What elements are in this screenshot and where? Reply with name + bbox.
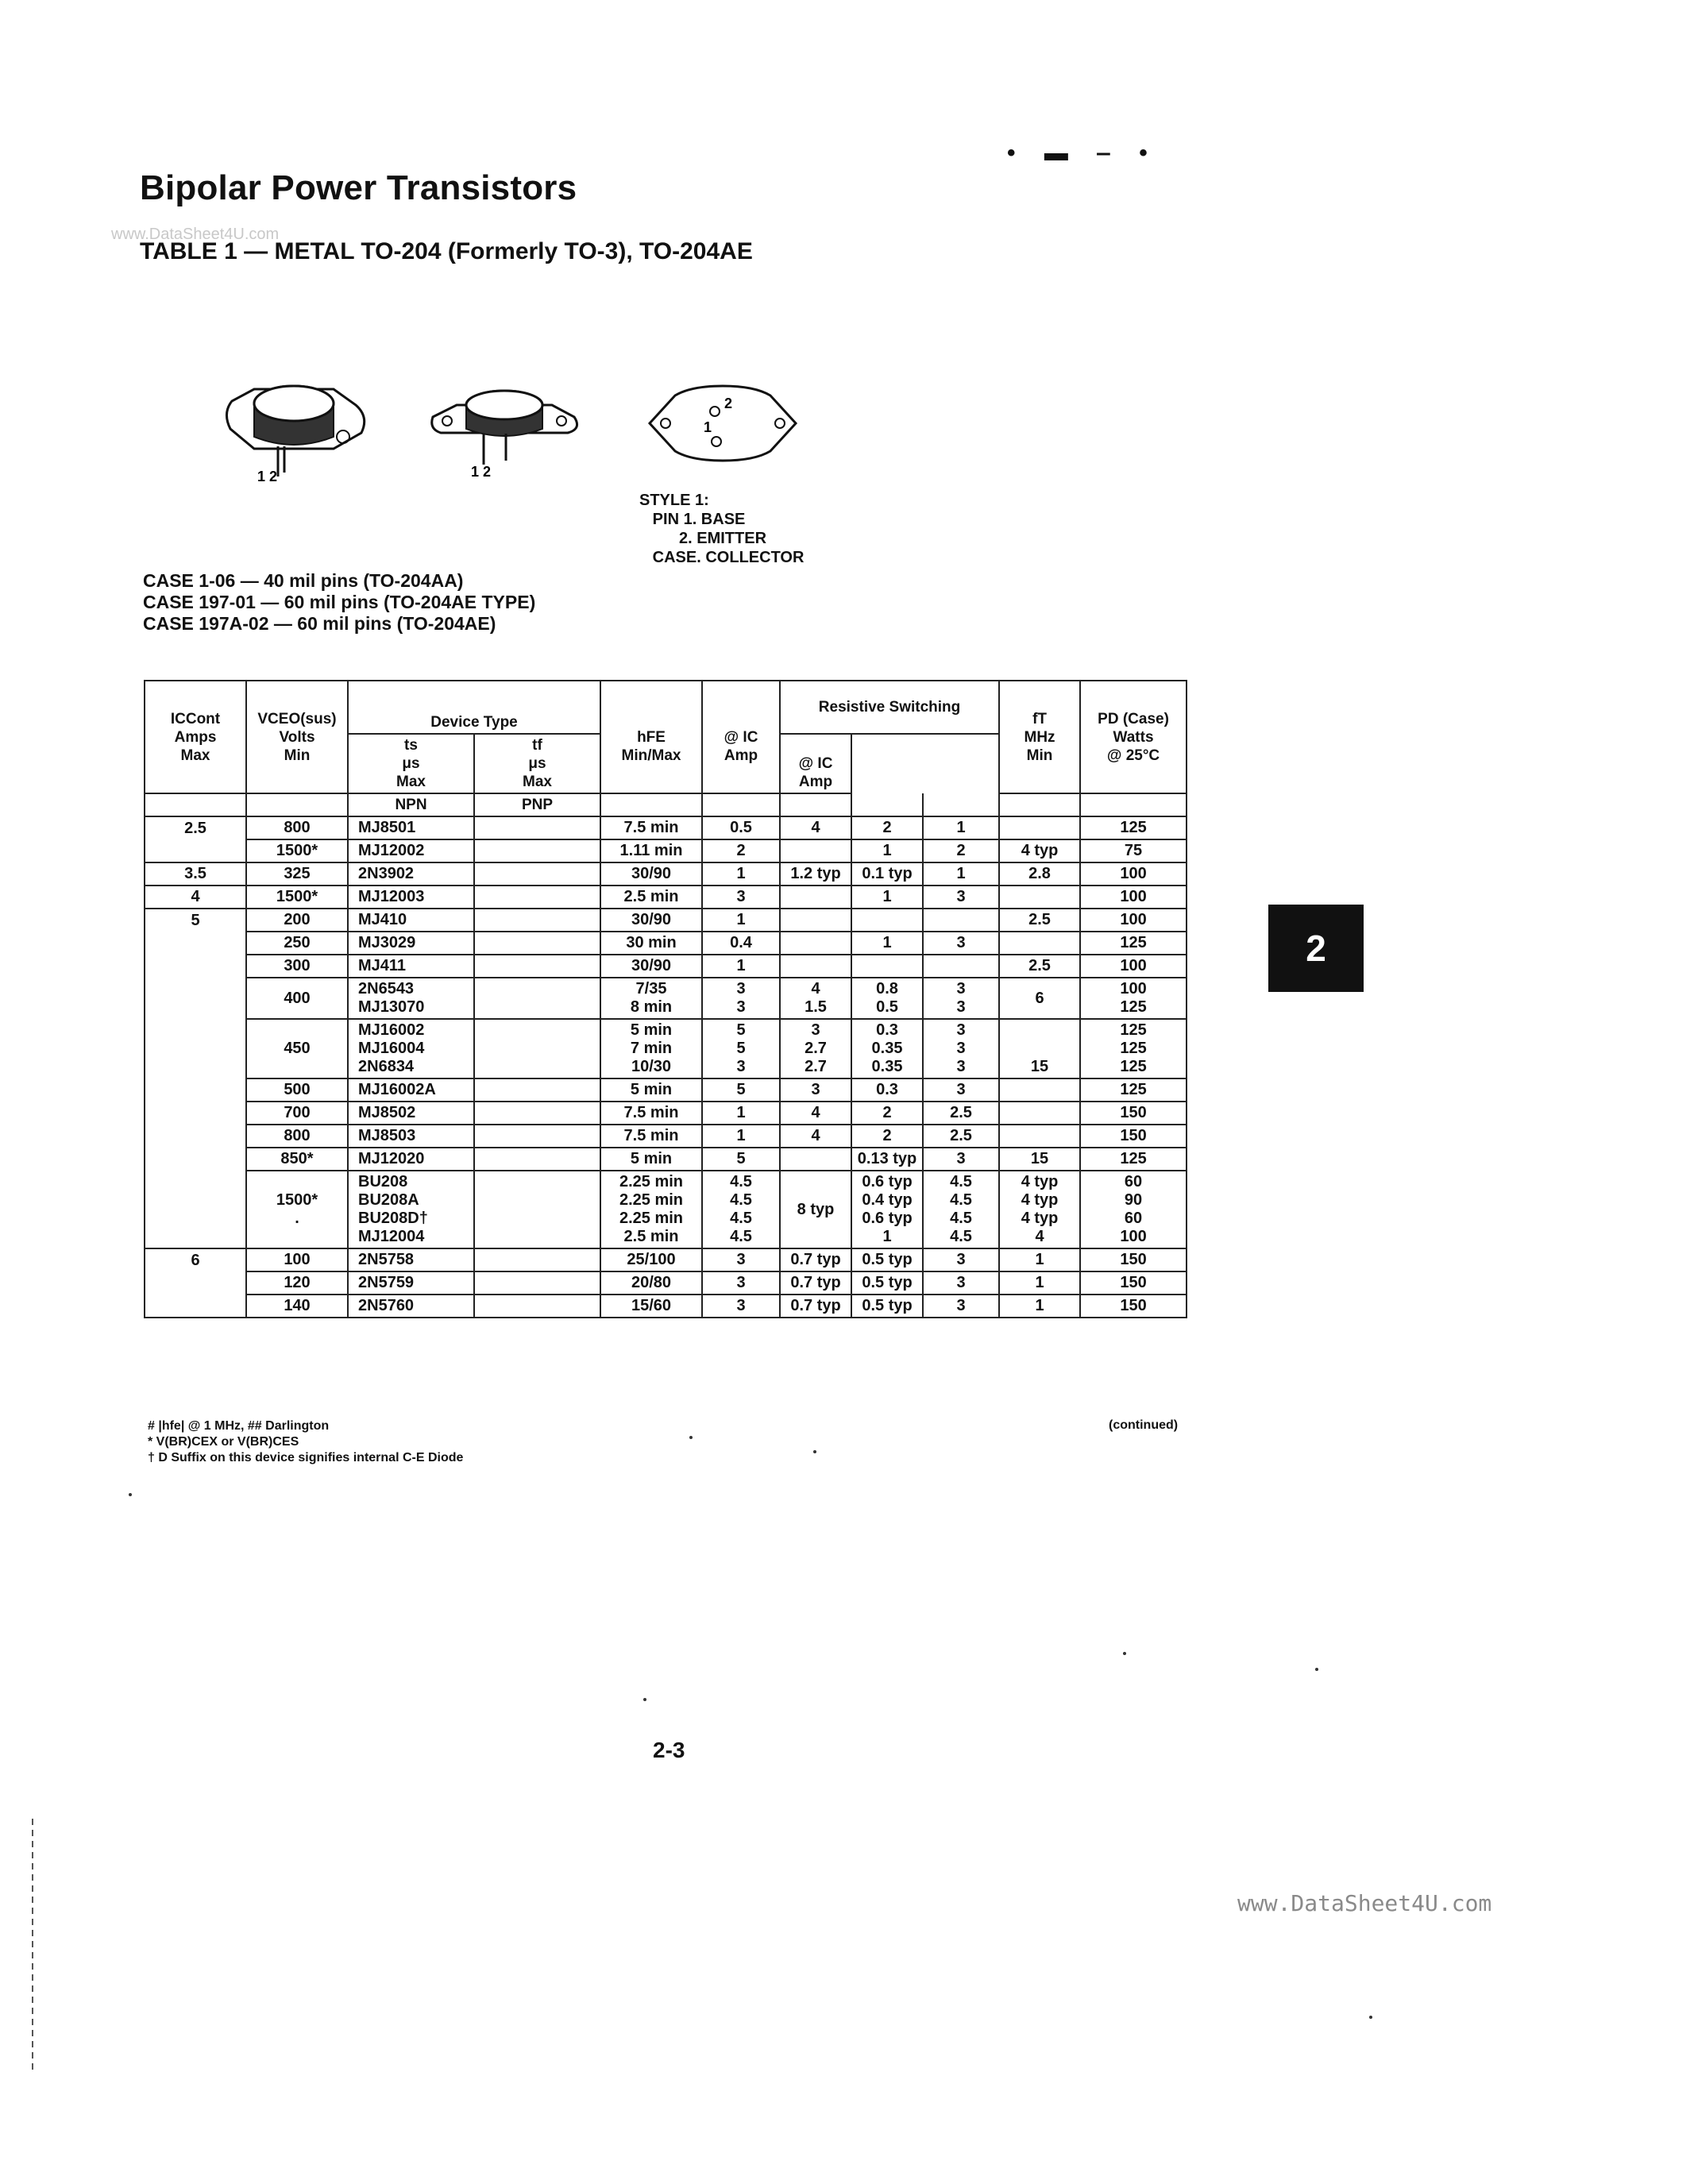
col-ts: ts μs Max [348, 734, 474, 793]
table-row [145, 955, 1187, 978]
style-line: PIN 1. BASE [639, 511, 746, 528]
cell-npn: MJ411 [348, 955, 474, 978]
cell-ts: 0.7 typ [780, 1271, 851, 1295]
page-number: 2-3 [653, 1738, 685, 1762]
cell-ic: 4 [145, 886, 246, 909]
table-row [145, 1271, 1187, 1295]
cell-ft: 4 typ 4 typ 4 typ 4 [999, 1171, 1080, 1248]
transistor-spec-table [144, 680, 1187, 1318]
pin-style-legend [639, 491, 804, 567]
cell-ts: 0.7 typ [780, 1248, 851, 1271]
cell-tf [851, 909, 923, 932]
cell-npn: MJ8501 [348, 816, 474, 839]
cell-pd: 125 [1080, 816, 1187, 839]
cell-npn: 2N6543 MJ13070 [348, 978, 474, 1019]
cell-ft [999, 1125, 1080, 1148]
cell-pd: 100 125 [1080, 978, 1187, 1019]
cell-ic2: 3 [923, 1148, 999, 1171]
cell-v: 800 [246, 816, 348, 839]
cell-hfe: 7.5 min [600, 1125, 702, 1148]
cell-pd: 150 [1080, 1248, 1187, 1271]
cell-ft [999, 816, 1080, 839]
cell-ic1: 0.4 [702, 932, 780, 955]
cell-ic2: 3 [923, 886, 999, 909]
cell-ic [145, 932, 246, 955]
cell-ic [145, 955, 246, 978]
outline-pin1-label: 1 [704, 419, 712, 435]
cell-npn: MJ8503 [348, 1125, 474, 1148]
cell-ic [145, 1271, 246, 1295]
table-body [145, 816, 1187, 1318]
cell-ic [145, 1125, 246, 1148]
cell-ic2: 1 [923, 816, 999, 839]
cell-ic1: 2 [702, 839, 780, 862]
cell-pd: 150 [1080, 1125, 1187, 1148]
cell-ic: 6 [145, 1248, 246, 1271]
cell-hfe: 25/100 [600, 1248, 702, 1271]
col-vceo: VCEO(sus) Volts Min [246, 681, 348, 793]
cell-ic1: 3 [702, 886, 780, 909]
style-line: STYLE 1: [639, 492, 709, 509]
cell-tf: 2 [851, 816, 923, 839]
cell-ic1: 0.5 [702, 816, 780, 839]
table-row [145, 1078, 1187, 1102]
scan-speck [129, 1493, 132, 1496]
cell-ic1: 1 [702, 1102, 780, 1125]
scan-speck [689, 1436, 693, 1439]
table-row [145, 909, 1187, 932]
cell-v: 1500* . [246, 1171, 348, 1248]
cell-pnp [474, 1125, 600, 1148]
cell-pnp [474, 1271, 600, 1295]
cell-npn: 2N5760 [348, 1295, 474, 1318]
cell-ft: 2.8 [999, 862, 1080, 886]
scan-speck [813, 1450, 816, 1453]
footnote: # |hfe| @ 1 MHz, ## Darlington [148, 1419, 330, 1433]
table-row [145, 886, 1187, 909]
cell-tf: 0.1 typ [851, 862, 923, 886]
cell-v: 325 [246, 862, 348, 886]
cell-ic1: 5 [702, 1148, 780, 1171]
cell-pnp [474, 1248, 600, 1271]
cell-pnp [474, 1019, 600, 1078]
cell-v: 700 [246, 1102, 348, 1125]
cell-pd: 125 [1080, 1148, 1187, 1171]
cell-ic: 5 [145, 909, 246, 932]
cell-ic1: 1 [702, 955, 780, 978]
cell-tf: 2 [851, 1102, 923, 1125]
case-line: CASE 1-06 — 40 mil pins (TO-204AA) [143, 570, 464, 591]
cell-ic [145, 839, 246, 862]
cell-hfe: 7.5 min [600, 1102, 702, 1125]
cell-hfe: 30/90 [600, 955, 702, 978]
style-line: 2. EMITTER [639, 530, 767, 547]
cell-pd: 150 [1080, 1102, 1187, 1125]
cell-pd: 150 [1080, 1295, 1187, 1318]
cell-ft: 2.5 [999, 955, 1080, 978]
cell-pnp [474, 886, 600, 909]
cell-v: 800 [246, 1125, 348, 1148]
table-row [145, 978, 1187, 1019]
table-subtitle: TABLE 1 — METAL TO-204 (Formerly TO-3), TO-204AE [140, 238, 753, 264]
cell-v: 100 [246, 1248, 348, 1271]
cell-ts: 0.7 typ [780, 1295, 851, 1318]
cell-pd: 150 [1080, 1271, 1187, 1295]
cell-pd: 100 [1080, 862, 1187, 886]
cell-pnp [474, 1295, 600, 1318]
cell-npn: MJ3029 [348, 932, 474, 955]
col-npn: NPN [348, 793, 474, 816]
cell-npn: MJ8502 [348, 1102, 474, 1125]
cell-tf: 1 [851, 886, 923, 909]
cell-pd: 75 [1080, 839, 1187, 862]
cell-ts [780, 1148, 851, 1171]
footnotes [148, 1418, 463, 1466]
footnote: † D Suffix on this device signifies internal C-E Diode [148, 1451, 464, 1464]
cell-pnp [474, 839, 600, 862]
cell-ts: 4 [780, 816, 851, 839]
cell-npn: 2N5758 [348, 1248, 474, 1271]
cell-ic2: 1 [923, 862, 999, 886]
watermark-top: www.DataSheet4U.com [111, 226, 280, 243]
cell-ic1: 1 [702, 1125, 780, 1148]
cell-npn: MJ12002 [348, 839, 474, 862]
header-filler [999, 793, 1080, 816]
cell-npn: MJ16002 MJ16004 2N6834 [348, 1019, 474, 1078]
cell-ic2: 2.5 [923, 1125, 999, 1148]
cell-ts: 4 1.5 [780, 978, 851, 1019]
cell-pnp [474, 978, 600, 1019]
cell-ic: 3.5 [145, 862, 246, 886]
cell-v: 300 [246, 955, 348, 978]
cell-ic2 [923, 955, 999, 978]
cell-ts: 4 [780, 1102, 851, 1125]
cell-ts [780, 932, 851, 955]
cell-ic2 [923, 909, 999, 932]
cell-ic [145, 978, 246, 1019]
cell-ic2: 3 [923, 1078, 999, 1102]
cell-ft [999, 1078, 1080, 1102]
header-filler [246, 793, 348, 816]
package-drawing-2 [425, 381, 584, 484]
cell-pnp [474, 862, 600, 886]
col-tf: tf μs Max [474, 734, 600, 793]
cell-ft: 4 typ [999, 839, 1080, 862]
col-pd: PD (Case) Watts @ 25°C [1080, 681, 1187, 793]
cell-tf: 1 [851, 839, 923, 862]
cell-hfe: 15/60 [600, 1295, 702, 1318]
col-pnp: PNP [474, 793, 600, 816]
cell-ts: 3 [780, 1078, 851, 1102]
header-filler [1080, 793, 1187, 816]
cell-ft: 1 [999, 1271, 1080, 1295]
cell-ts: 1.2 typ [780, 862, 851, 886]
cell-pnp [474, 1148, 600, 1171]
cell-ic2: 3 [923, 1271, 999, 1295]
cell-ic1: 5 [702, 1078, 780, 1102]
cell-ft: 1 [999, 1295, 1080, 1318]
table-row [145, 1148, 1187, 1171]
cell-ft [999, 932, 1080, 955]
scan-speck [1369, 2016, 1372, 2019]
cell-pnp [474, 1078, 600, 1102]
cell-v: 200 [246, 909, 348, 932]
cell-ic1: 3 3 [702, 978, 780, 1019]
cell-hfe: 2.25 min 2.25 min 2.25 min 2.5 min [600, 1171, 702, 1248]
cell-hfe: 2.5 min [600, 886, 702, 909]
cell-pnp [474, 1171, 600, 1248]
cell-tf: 0.8 0.5 [851, 978, 923, 1019]
cell-hfe: 7/35 8 min [600, 978, 702, 1019]
case-line: CASE 197-01 — 60 mil pins (TO-204AE TYPE) [143, 592, 536, 612]
cell-ft: 15 [999, 1148, 1080, 1171]
cell-ic2: 3 [923, 932, 999, 955]
cell-ic2: 2 [923, 839, 999, 862]
table-row [145, 816, 1187, 839]
cell-ft: 15 [999, 1019, 1080, 1078]
cell-pd: 100 [1080, 886, 1187, 909]
top-marks: • ▬ ‒ • [1007, 140, 1159, 166]
cell-ic1: 4.5 4.5 4.5 4.5 [702, 1171, 780, 1248]
package-drawing-1 [214, 373, 373, 492]
cell-ic1: 3 [702, 1248, 780, 1271]
cell-ts [780, 955, 851, 978]
cell-ic1: 5 5 3 [702, 1019, 780, 1078]
cell-ts: 3 2.7 2.7 [780, 1019, 851, 1078]
cell-tf: 0.3 0.35 0.35 [851, 1019, 923, 1078]
header-filler [780, 793, 851, 816]
cell-v: 140 [246, 1295, 348, 1318]
cell-hfe: 5 min 7 min 10/30 [600, 1019, 702, 1078]
cell-pd: 125 125 125 [1080, 1019, 1187, 1078]
table-row [145, 932, 1187, 955]
table-row [145, 1295, 1187, 1318]
case-list [143, 570, 535, 635]
cell-pnp [474, 932, 600, 955]
cell-tf: 2 [851, 1125, 923, 1148]
footnote: * V(BR)CEX or V(BR)CES [148, 1435, 299, 1449]
section-tab-marker: 2 [1268, 905, 1364, 992]
cell-hfe: 5 min [600, 1078, 702, 1102]
cell-npn: MJ16002A [348, 1078, 474, 1102]
header-filler [145, 793, 246, 816]
cell-ic1: 3 [702, 1295, 780, 1318]
table-row [145, 1248, 1187, 1271]
cell-ic [145, 1019, 246, 1078]
cell-pd: 60 90 60 100 [1080, 1171, 1187, 1248]
cell-pd: 100 [1080, 955, 1187, 978]
pkg1-pin-labels: 1 2 [257, 469, 278, 484]
cell-ts: 4 [780, 1125, 851, 1148]
cell-tf: 1 [851, 932, 923, 955]
page-title: Bipolar Power Transistors [140, 168, 577, 207]
table-row [145, 1102, 1187, 1125]
table-row [145, 839, 1187, 862]
cell-ts [780, 839, 851, 862]
cell-pnp [474, 1102, 600, 1125]
cell-ft: 2.5 [999, 909, 1080, 932]
cell-ic1: 1 [702, 909, 780, 932]
cell-ic2: 3 [923, 1248, 999, 1271]
col-device-type: Device Type [348, 681, 600, 734]
scan-edge-mark [32, 1819, 33, 2073]
cell-hfe: 7.5 min [600, 816, 702, 839]
cell-v: 450 [246, 1019, 348, 1078]
cell-ic2: 3 3 [923, 978, 999, 1019]
header-filler [600, 793, 702, 816]
cell-npn: MJ410 [348, 909, 474, 932]
outline-pin2-label: 2 [724, 396, 733, 411]
cell-ic2: 3 [923, 1295, 999, 1318]
scan-speck [1123, 1652, 1126, 1655]
cell-v: 1500* [246, 886, 348, 909]
pkg2-pin-labels: 1 2 [471, 464, 492, 480]
header-filler [851, 793, 923, 816]
cell-ts [780, 909, 851, 932]
table-row [145, 1171, 1187, 1248]
scan-speck [643, 1698, 646, 1701]
cell-ic [145, 1295, 246, 1318]
cell-v: 400 [246, 978, 348, 1019]
cell-hfe: 1.11 min [600, 839, 702, 862]
continued-note: (continued) [1109, 1418, 1179, 1432]
cell-ic2: 4.5 4.5 4.5 4.5 [923, 1171, 999, 1248]
header-filler [923, 793, 999, 816]
cell-tf: 0.5 typ [851, 1295, 923, 1318]
cell-ft: 6 [999, 978, 1080, 1019]
cell-ic2: 3 3 3 [923, 1019, 999, 1078]
table-row [145, 862, 1187, 886]
cell-tf: 0.5 typ [851, 1271, 923, 1295]
col-ic-cont: ICCont Amps Max [145, 681, 246, 793]
cell-v: 850* [246, 1148, 348, 1171]
cell-hfe: 30/90 [600, 862, 702, 886]
cell-hfe: 5 min [600, 1148, 702, 1171]
cell-ts [780, 886, 851, 909]
cell-v: 120 [246, 1271, 348, 1295]
style-line: CASE. COLLECTOR [639, 549, 805, 566]
col-hfe: hFE Min/Max [600, 681, 702, 793]
cell-v: 500 [246, 1078, 348, 1102]
footer-watermark: www.DataSheet4U.com [1237, 1890, 1492, 1916]
cell-ft [999, 1102, 1080, 1125]
cell-tf [851, 955, 923, 978]
cell-hfe: 20/80 [600, 1271, 702, 1295]
cell-pnp [474, 816, 600, 839]
cell-hfe: 30 min [600, 932, 702, 955]
cell-npn: 2N5759 [348, 1271, 474, 1295]
cell-pd: 125 [1080, 1078, 1187, 1102]
cell-v: 1500* [246, 839, 348, 862]
cell-npn: BU208 BU208A BU208D† MJ12004 [348, 1171, 474, 1248]
cell-ic1: 1 [702, 862, 780, 886]
cell-pd: 125 [1080, 932, 1187, 955]
cell-ic [145, 1148, 246, 1171]
cell-tf: 0.5 typ [851, 1248, 923, 1271]
pin-outline-drawing [643, 380, 802, 467]
cell-npn: MJ12003 [348, 886, 474, 909]
table-row [145, 1125, 1187, 1148]
cell-ic [145, 1078, 246, 1102]
table-row [145, 1019, 1187, 1078]
cell-tf: 0.6 typ 0.4 typ 0.6 typ 1 [851, 1171, 923, 1248]
cell-npn: MJ12020 [348, 1148, 474, 1171]
cell-v: 250 [246, 932, 348, 955]
cell-ft: 1 [999, 1248, 1080, 1271]
col-ft: fT MHz Min [999, 681, 1080, 793]
cell-tf: 0.13 typ [851, 1148, 923, 1171]
cell-ts: 8 typ [780, 1171, 851, 1248]
cell-ic [145, 1171, 246, 1248]
cell-tf: 0.3 [851, 1078, 923, 1102]
col-at-ic2: @ IC Amp [780, 734, 851, 793]
cell-pd: 100 [1080, 909, 1187, 932]
scan-speck [1315, 1668, 1318, 1671]
cell-ic1: 3 [702, 1271, 780, 1295]
cell-ic [145, 1102, 246, 1125]
cell-pnp [474, 909, 600, 932]
cell-hfe: 30/90 [600, 909, 702, 932]
cell-ft [999, 886, 1080, 909]
col-at-ic: @ IC Amp [702, 681, 780, 793]
cell-pnp [474, 955, 600, 978]
cell-ic: 2.5 [145, 816, 246, 839]
header-filler [702, 793, 780, 816]
cell-ic2: 2.5 [923, 1102, 999, 1125]
cell-npn: 2N3902 [348, 862, 474, 886]
case-line: CASE 197A-02 — 60 mil pins (TO-204AE) [143, 613, 496, 634]
col-resistive-switching: Resistive Switching [780, 681, 999, 734]
